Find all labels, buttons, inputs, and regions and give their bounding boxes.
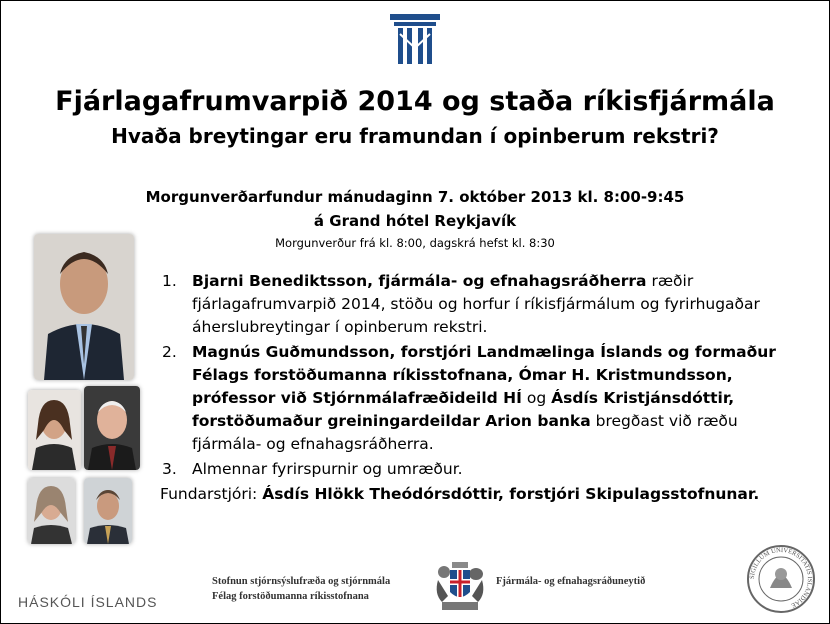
university-name: HÁSKÓLI ÍSLANDS	[18, 594, 158, 610]
university-seal-icon	[746, 544, 816, 614]
chair-name: Ásdís Hlökk Theódórsdóttir, forstjóri Skipulagsstofnunar.	[262, 485, 760, 503]
meeting-schedule-note: Morgunverður frá kl. 8:00, dagskrá hefst kl. 8:30	[275, 236, 555, 250]
organizer-2: Félag forstöðumanna ríkisstofnana	[212, 591, 369, 602]
agenda-list	[160, 270, 800, 506]
agenda-item-number: 3.	[162, 460, 177, 478]
agenda-description: Almennar fyrirspurnir og umræður.	[192, 460, 463, 478]
agenda-description: bregðast við ræðu fjármála- og efnahagsráðherra.	[192, 412, 738, 453]
organizer-names	[212, 574, 390, 604]
speaker-photo-magnus	[84, 478, 132, 544]
agenda-item-number: 2.	[162, 343, 177, 361]
speaker-photo-asdis-k	[28, 390, 81, 470]
chair-label: Fundarstjóri:	[160, 485, 263, 503]
agenda-item-3	[160, 458, 800, 481]
ministry-name: Fjármála- og efnahagsráðuneytið	[496, 576, 646, 587]
page-title: Fjárlagafrumvarpið 2014 og staða ríkisfjármála	[55, 86, 775, 117]
page-subtitle: Hvaða breytingar eru framundan í opinberum rekstri?	[111, 124, 719, 148]
agenda-item-1	[160, 270, 800, 339]
agenda-item-2	[160, 341, 800, 456]
agenda-panelist: Ásdís Kristjánsdóttir, forstöðumaður greiningardeildar Arion banka	[192, 389, 735, 430]
seal-text: SIGILLUM UNIVERSITATIS ISLANDIAE	[748, 546, 814, 609]
iceland-coat-of-arms-icon	[432, 558, 488, 614]
organizer-1: Stofnun stjórnsýslufræða og stjórnmála	[212, 576, 391, 587]
speaker-photo-omar	[84, 386, 140, 470]
meeting-chair	[160, 483, 800, 506]
speaker-photo-asdis-hlokk	[28, 478, 75, 544]
agenda-item-number: 1.	[162, 272, 177, 290]
speaker-photo-bjarni	[34, 234, 134, 380]
meeting-date: Morgunverðarfundur mánudaginn 7. október 2013 kl. 8:00-9:45	[145, 188, 685, 206]
agenda-speaker: Bjarni Benediktsson, fjármála- og efnahagsráðherra	[192, 272, 647, 290]
university-logo-icon	[390, 14, 440, 66]
agenda-connector: og	[521, 389, 552, 407]
meeting-venue: á Grand hótel Reykjavík	[313, 212, 517, 230]
agenda-description: ræðir fjárlagafrumvarpið 2014, stöðu og horfur í ríkisfjármálum og fyrirhugaðar áherslubreytingar í opinberum rekstri.	[192, 272, 760, 336]
agenda-panelists: Magnús Guðmundsson, forstjóri Landmælinga Íslands og formaður Félags forstöðumanna ríkisstofnana, Ómar H. Kristmundsson, prófessor við Stjórnmálafræðideild HÍ	[192, 343, 776, 407]
